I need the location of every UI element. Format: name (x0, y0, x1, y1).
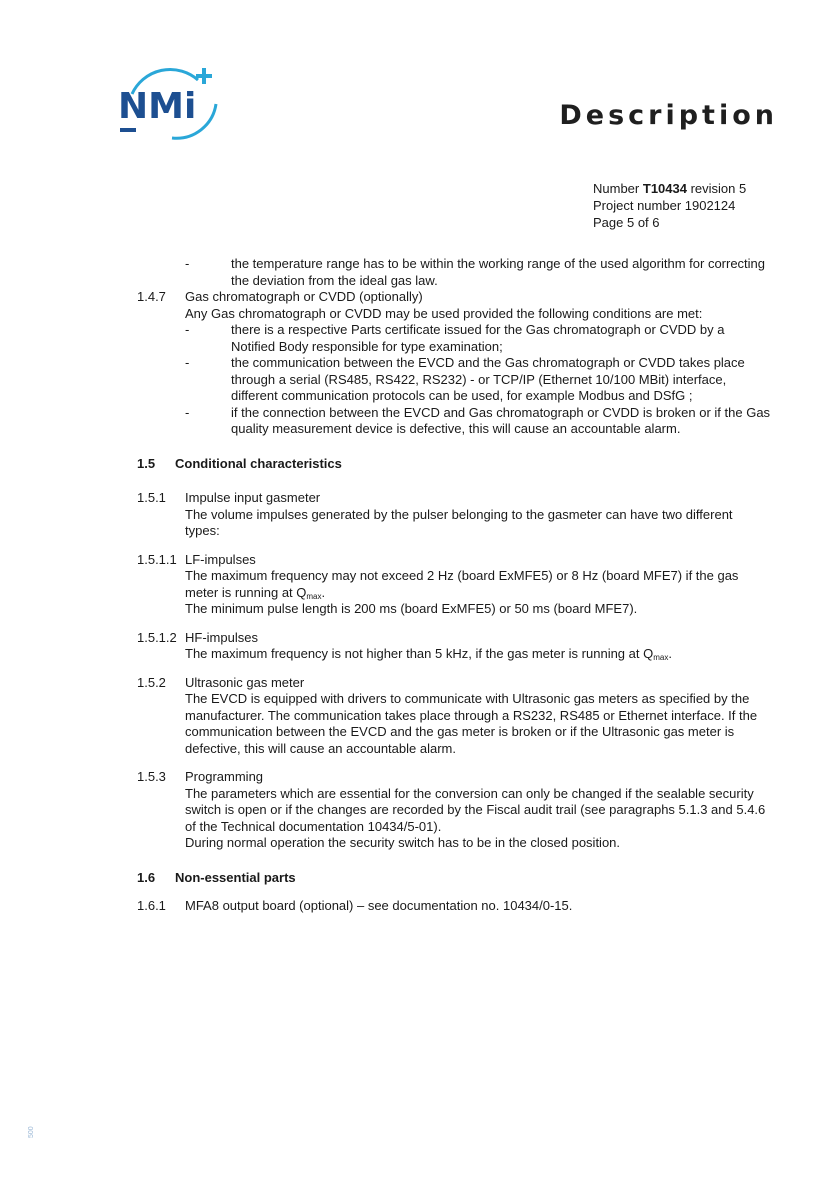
list-item: - the communication between the EVCD and the Gas chromatograph or CVDD takes place through a serial (RS485, RS422, RS232) - or TCP/IP (Ethernet 10/100 MBit) interface, different communication protocols can be used, for example Modbus and DSfG ; (185, 355, 745, 403)
svg-text:NMi: NMi (118, 86, 197, 127)
section-1-5-1 (0, 490, 840, 540)
document-body (0, 256, 840, 915)
section-title: Programming (185, 769, 264, 784)
list-item: - there is a respective Parts certificate issued for the Gas chromatograph or CVDD by a Notified Body responsible for type examination; (185, 322, 725, 354)
section-heading: Conditional characteristics (175, 455, 342, 471)
section-text: During normal operation the security switch has to be in the closed position. (185, 835, 621, 850)
section-title: Gas chromatograph or CVDD (optionally) (185, 289, 423, 304)
section-number: 1.5.1 (137, 490, 166, 505)
section-heading: Non-essential parts (175, 869, 296, 885)
document-meta (593, 180, 746, 231)
section-1-6 (0, 870, 840, 887)
section-1-5-3 (0, 769, 840, 852)
section-number: 1.6 (137, 869, 156, 885)
section-1-4-7 (0, 289, 840, 438)
section-number: 1.5.2 (137, 674, 166, 690)
section-text: The parameters which are essential for the conversion can only be changed if the sealable security switch is open or if the changes are recorded by the Fiscal audit trail (see paragraphs 5.1.3 and 5.4.6 of the Technical documentation 10434/5-01). (185, 785, 766, 834)
page-number: Page 5 of 6 (593, 215, 660, 230)
section-number: 1.5.1.1 (137, 551, 177, 567)
section-1-5 (0, 456, 840, 473)
section-text: The maximum frequency may not exceed 2 Hz (board ExMFE5) or 8 Hz (board MFE7) if the gas meter is running at $Q_{max}$. (185, 568, 739, 601)
section-number: 1.6.1 (137, 898, 166, 913)
section-text: The maximum frequency is not higher than 5 kHz, if the gas meter is running at $Q_{max}$. (185, 646, 672, 662)
section-number: 1.5 (137, 455, 156, 471)
section-1-6-1 (0, 898, 840, 915)
section-1-5-1-1 (0, 552, 840, 618)
document-title: Description (559, 100, 778, 131)
side-mark: 500 (28, 1126, 35, 1138)
list-item: - the temperature range has to be within the working range of the used algorithm for correcting the deviation from the ideal gas law. (185, 256, 766, 288)
section-text: The volume impulses generated by the pulser belonging to the gasmeter can have two different types: (185, 506, 733, 538)
section-number: 1.5.1.2 (137, 629, 177, 645)
section-text: The minimum pulse length is 200 ms (board ExMFE5) or 50 ms (board MFE7). (185, 601, 638, 616)
nmi-logo (112, 60, 224, 144)
section-1-5-1-2 (0, 630, 840, 663)
section-text: MFA8 output board (optional) – see documentation no. 10434/0-15. (185, 898, 573, 913)
section-title: HF-impulses (185, 629, 258, 645)
section-text: The EVCD is equipped with drivers to communicate with Ultrasonic gas meters as specified by the manufacturer. The communication takes place through a RS232, RS485 or Ethernet interface. If the communication between the EVCD and the gas meter is broken or if the Ultrasonic gas meter is defective, this will cause an accountable alarm. (185, 691, 758, 756)
section-title: Impulse input gasmeter (185, 490, 321, 505)
section-number: 1.4.7 (137, 289, 166, 304)
section-number: 1.5.3 (137, 769, 166, 784)
project-number: Project number 1902124 (593, 198, 736, 213)
section-1-5-2 (0, 675, 840, 758)
list-item: - if the connection between the EVCD and Gas chromatograph or CVDD is broken or if the Gas quality measurement device is defective, this will cause an accountable alarm. (185, 404, 771, 436)
section-title: LF-impulses (185, 551, 256, 567)
section-title: Ultrasonic gas meter (185, 674, 305, 690)
document-number: Number T10434 revision 5 (593, 181, 747, 196)
section-text: Any Gas chromatograph or CVDD may be used provided the following conditions are met: (185, 305, 703, 321)
